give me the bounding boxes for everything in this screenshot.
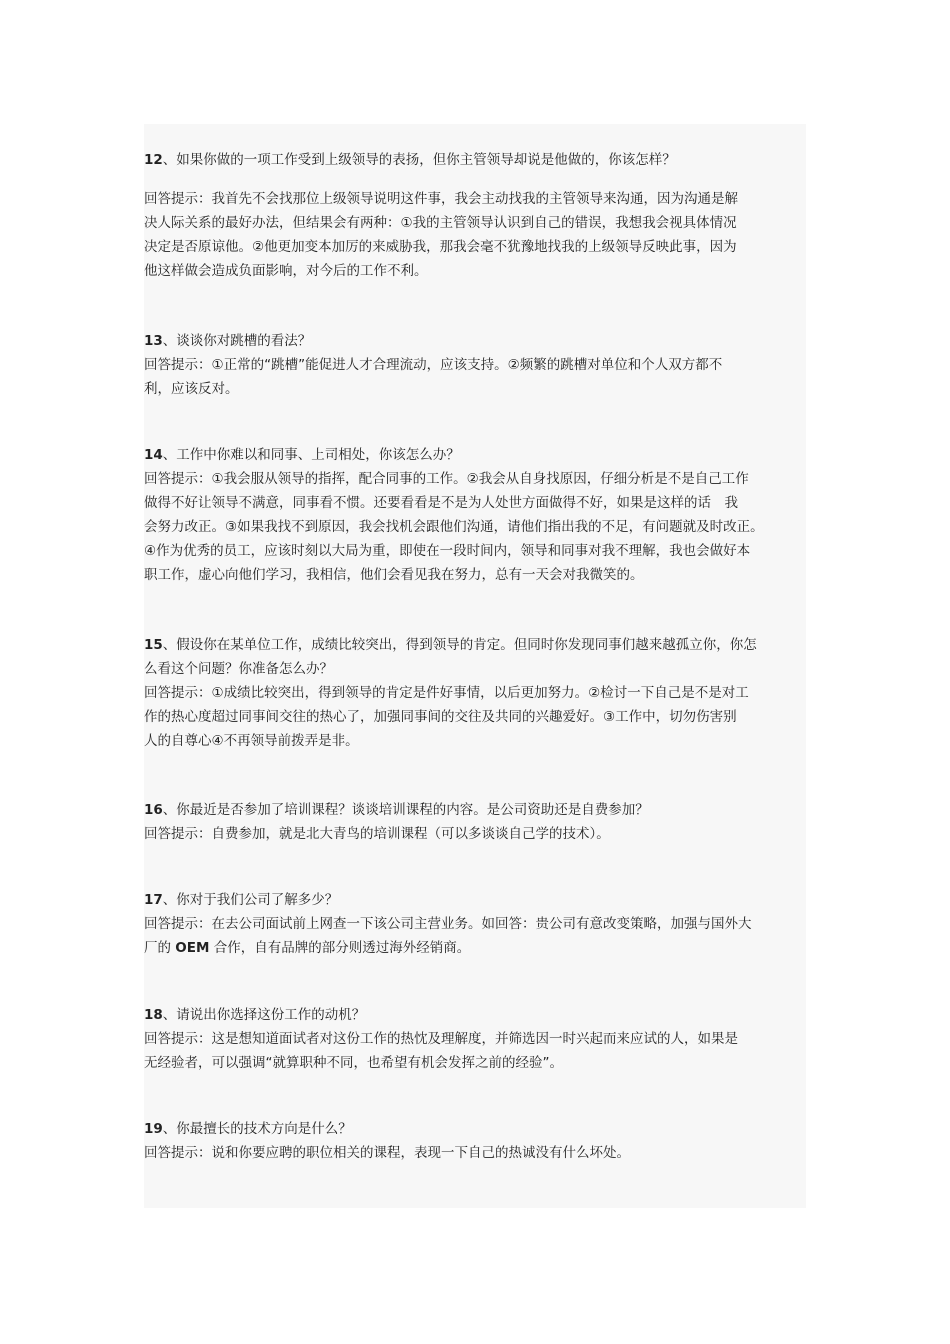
question-text: 、你最擅长的技术方向是什么？ (162, 1121, 352, 1137)
oem-term: OEM (175, 940, 210, 956)
answer-line: 回答提示：在去公司面试前上网查一下该公司主营业务。如回答：贵公司有意改变策略，加强与国外大 (144, 916, 752, 932)
qa-item-18 (144, 1003, 816, 1075)
question-text: 、谈谈你对跳槽的看法？ (162, 333, 312, 349)
question-number: 16 (144, 802, 163, 818)
answer-line: 人的自尊心④不再领导前拨弄是非。 (144, 733, 359, 749)
question-13 (144, 329, 816, 353)
answer-line: 无经验者，可以强调“就算职种不同，也希望有机会发挥之前的经验”。 (144, 1055, 563, 1071)
question-number: 15 (144, 637, 163, 653)
question-14 (144, 443, 816, 467)
answer-line: 回答提示：①成绩比较突出，得到领导的肯定是件好事情，以后更加努力。②检讨一下自己是不是对工 (144, 685, 749, 701)
answer-line (144, 936, 816, 960)
question-number: 17 (144, 892, 163, 908)
answer-line: 决定是否原谅他。②他更加变本加厉的来威胁我，那我会毫不犹豫地找我的上级领导反映此事，因为 (144, 239, 737, 255)
qa-item-15 (144, 633, 816, 753)
answer-line: 回答提示：这是想知道面试者对这份工作的热忱及理解度，并筛选因一时兴起而来应试的人，如果是 (144, 1031, 738, 1047)
answer-text: 厂的 (144, 940, 176, 956)
question-17 (144, 888, 816, 912)
answer-line: ④作为优秀的员工，应该时刻以大局为重，即使在一段时间内，领导和同事对我不理解，我也会做好本 (144, 543, 751, 559)
question-text: 、工作中你难以和同事、上司相处，你该怎么办？ (162, 447, 460, 463)
answer-line: 作的热心度超过同事间交往的热心了，加强同事间的交往及共同的兴趣爱好。③工作中，切勿伤害别 (144, 709, 737, 725)
answer-line: 会努力改正。③如果我找不到原因，我会找机会跟他们沟通，请他们指出我的不足，有问题就及时改正。 (144, 519, 764, 535)
answer-text: 合作，自有品牌的部分则透过海外经销商。 (209, 940, 471, 956)
qa-item-17 (144, 888, 816, 960)
question-text: 、你对于我们公司了解多少？ (162, 892, 339, 908)
answer-line: 回答提示：①我会服从领导的指挥，配合同事的工作。②我会从自身找原因，仔细分析是不是自己工作 (144, 471, 749, 487)
question-15 (144, 633, 816, 657)
question-text: 、如果你做的一项工作受到上级领导的表扬，但你主管领导却说是他做的，你该怎样？ (162, 152, 676, 168)
question-text: 、请说出你选择这份工作的动机？ (162, 1007, 366, 1023)
answer-line: 职工作，虚心向他们学习，我相信，他们会看见我在努力，总有一天会对我微笑的。 (144, 567, 644, 583)
qa-item-13 (144, 329, 816, 401)
question-number: 14 (144, 447, 163, 463)
question-text-continued: 么看这个问题？你准备怎么办？ (144, 661, 333, 677)
question-number: 12 (144, 152, 163, 168)
answer-line: 回答提示：自费参加，就是北大青鸟的培训课程（可以多谈谈自己学的技术）。 (144, 826, 610, 842)
question-text: 、你最近是否参加了培训课程？谈谈培训课程的内容。是公司资助还是自费参加？ (162, 802, 649, 818)
qa-item-12 (144, 148, 816, 172)
question-16 (144, 798, 816, 822)
question-18 (144, 1003, 816, 1027)
question-number: 19 (144, 1121, 163, 1137)
answer-12 (144, 187, 816, 283)
question-number: 18 (144, 1007, 163, 1023)
question-number: 13 (144, 333, 163, 349)
answer-line: 回答提示：①正常的“跳槽”能促进人才合理流动，应该支持。②频繁的跳槽对单位和个人双方都不 (144, 357, 723, 373)
answer-line: 回答提示：说和你要应聘的职位相关的课程，表现一下自己的热诚没有什么坏处。 (144, 1145, 630, 1161)
answer-line: 回答提示：我首先不会找那位上级领导说明这件事，我会主动找我的主管领导来沟通，因为沟通是解 (144, 191, 738, 207)
qa-item-14 (144, 443, 816, 587)
question-12 (144, 148, 816, 172)
question-text: 、假设你在某单位工作，成绩比较突出，得到领导的肯定。但同时你发现同事们越来越孤立你，你怎 (162, 637, 757, 653)
qa-item-16 (144, 798, 816, 846)
qa-item-19 (144, 1117, 816, 1165)
answer-line: 决人际关系的最好办法，但结果会有两种：①我的主管领导认识到自己的错误，我想我会视具体情况 (144, 215, 737, 231)
question-19 (144, 1117, 816, 1141)
answer-line: 他这样做会造成负面影响，对今后的工作不利。 (144, 263, 428, 279)
answer-line: 利，应该反对。 (144, 381, 239, 397)
answer-line: 做得不好让领导不满意，同事看不惯。还要看看是不是为人处世方面做得不好，如果是这样的话 我 (144, 495, 738, 511)
